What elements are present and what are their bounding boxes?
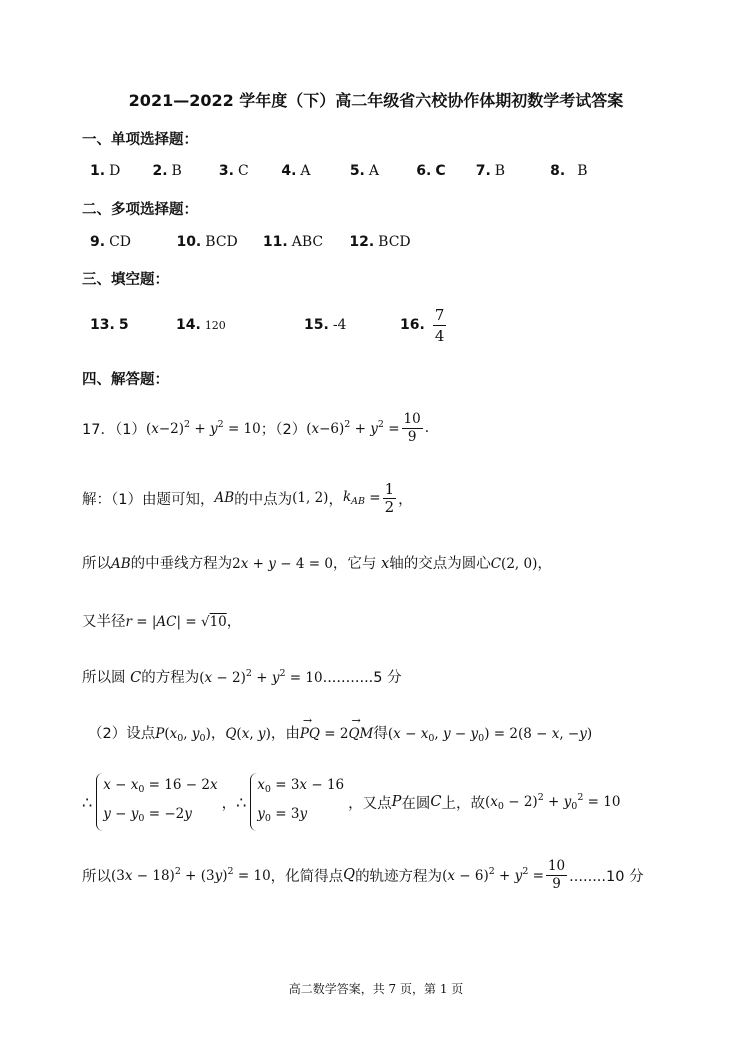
- answer-item: 16. $\frac{7}{4}$: [400, 305, 445, 345]
- single-choice-row: [90, 163, 600, 179]
- fraction: $\frac{10}{9}$: [547, 857, 566, 892]
- solution-line-1: 解：（1）由题可知， AB 的中点为 (1, 2) ， $k_{AB}$ = $\frac{1}{2}$ ，: [82, 479, 413, 516]
- solution-line-6: ∴ $x - x_0 = 16 - 2x$ $y - y_0 = -2y$ ， ∴ $x_0 = 3x - 16$ $y_0 = 3y$ ，又点 P 在圆 C 上，故 $(x_0 - 2)^2 + y_0^2 = 10$: [82, 776, 620, 828]
- formula: $(x-2)^2 + y^2 = 10$: [145, 419, 261, 437]
- formula: $(x-6)^2 + y^2$ =: [306, 419, 400, 437]
- answer-item: 11. ABC: [262, 234, 324, 250]
- solution-line-3: 又半径r = |AC| = √10，: [82, 614, 242, 630]
- solution-line-4: 所以圆 C的方程为$(x - 2)^2 + y^2 = 10...........5$ 分: [82, 668, 402, 686]
- fraction: $\frac{10}{9}$: [403, 410, 421, 445]
- solution-line-2: 所以AB的中垂线方程为2x + y − 4 = 0，它与 x轴的交点为圆心C(2, 0)，: [82, 556, 552, 572]
- fraction: $\frac{1}{2}$: [384, 479, 395, 516]
- answer-item: 9. CD: [90, 234, 131, 250]
- equation-system: $x - x_0 = 16 - 2x$ $y - y_0 = -2y$: [96, 773, 217, 831]
- answer-item: 5. A: [349, 163, 379, 179]
- answer-item: 10. BCD: [176, 234, 238, 250]
- answer-item: 1. D: [90, 163, 121, 179]
- answer-item: 8. B: [550, 163, 588, 179]
- answer-item: 4. A: [281, 163, 311, 179]
- answer-item: 3. C: [218, 163, 249, 179]
- section-multi-choice: 二、多项选择题：: [82, 202, 198, 218]
- section-solutions: 四、解答题：: [82, 372, 169, 388]
- equation-system: $x_0 = 3x - 16$ $y_0 = 3y$: [250, 773, 344, 831]
- page-footer: 高二数学答案，共 7 页，第 1 页: [288, 982, 464, 996]
- solution-line-5: （2）设点$P(x_0$, $y_0$)，Q(x, y)，由→ PQ = 2→ QM得($x - x_0$, $y - y_0) = 2(8 - x$, −y): [88, 722, 592, 744]
- multi-choice-row: [90, 234, 431, 250]
- answer-item: 13. 5: [90, 317, 129, 333]
- section-fill-blank: 三、填空题：: [82, 272, 169, 288]
- answer-item: 15. -4: [304, 317, 347, 333]
- answer-item: 7. B: [475, 163, 506, 179]
- answer-item: 2. B: [152, 163, 182, 179]
- fill-blank-row: [90, 303, 448, 347]
- fraction-answer: $\frac{7}{4}$: [434, 305, 445, 345]
- q17-answer-line: 17．（1） $(x-2)^2 + y^2 = 10$ ；（2） $(x-6)^2 + y^2$ = $\frac{10}{9}$ .: [82, 410, 430, 445]
- solution-line-7: 所以 $(3x - 18)^2 + (3y)^2 = 10$ ，化简得点 Q 的轨迹方程为 $(x - 6)^2 + y^2$ = $\frac{10}{9}$ ........10 分: [82, 857, 644, 892]
- page-title: 2021—2022 学年度（下）高二年级省六校协作体期初数学考试答案: [128, 91, 624, 110]
- answer-item: 12. BCD: [349, 234, 411, 250]
- answer-item: 6. C: [416, 163, 446, 179]
- answer-item: 14. 120: [176, 317, 226, 333]
- section-single-choice: 一、单项选择题：: [82, 132, 198, 148]
